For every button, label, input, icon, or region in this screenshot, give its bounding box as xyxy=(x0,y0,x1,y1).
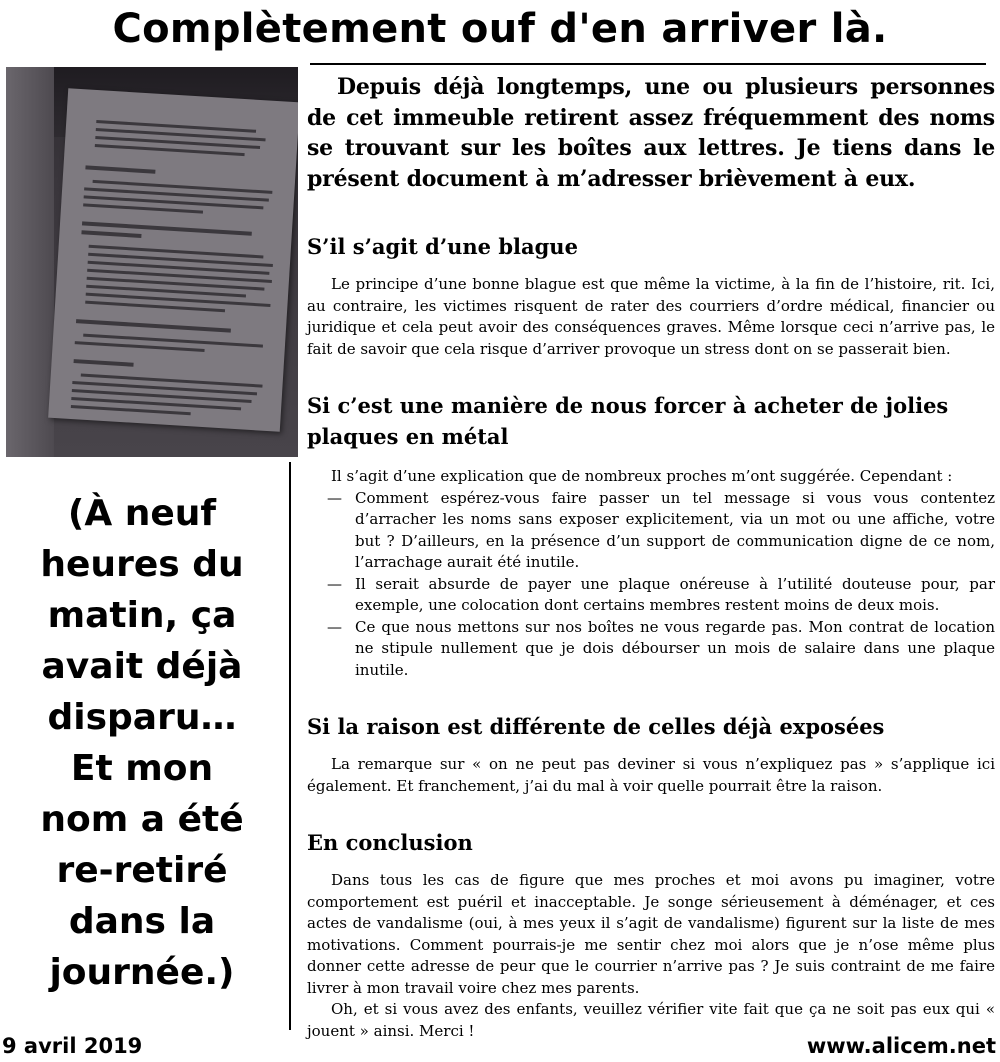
section-heading: En conclusion xyxy=(307,830,473,855)
section-paragraph: Dans tous les cas de figure que mes proches et moi avons pu imaginer, votre comportement est puéril et inacceptable. Je songe sérieusement à déménager, et ces actes de vandalisme (oui, à mes yeux il s’agit de vandalisme) figurent sur la liste de mes motivations. Comment pourrais-je me sentir chez moi alors que je n’ose même plus donner cette adresse de peur que le courrier n’arrive pas ? Je suis contraint de me faire livrer à mon travail voire chez mes parents. xyxy=(307,871,995,997)
section-conclusion xyxy=(307,827,995,1042)
section-heading: Si la raison est différente de celles déjà exposées xyxy=(307,714,885,739)
section-paragraph: Oh, et si vous avez des enfants, veuillez vérifier vite fait que ça ne soit pas eux qui « jouent » ainsi. Merci ! xyxy=(307,1000,995,1040)
dash-bullet: — xyxy=(327,617,342,636)
posted-letter-photo xyxy=(6,67,298,457)
section-paragraph: Le principe d’une bonne blague est que même la victime, à la fin de l’histoire, rit. Ici, au contraire, les victimes risquent de rater des courriers d’ordre médical, financier ou juridique et cela peut avoir des conséquences graves. Même lorsque ceci n’arrive pas, le fait de savoir que cela risque d’arriver provoque un stress dont on se passerait bien. xyxy=(307,275,995,358)
section-heading: Si c’est une manière de nous forcer à acheter de jolies plaques en métal xyxy=(307,393,949,449)
section-heading: S’il s’agit d’une blague xyxy=(307,234,578,259)
footer-date: 9 avril 2019 xyxy=(2,1034,143,1058)
section-blague xyxy=(307,231,995,360)
dash-bullet: — xyxy=(327,488,342,507)
list-item xyxy=(307,488,995,574)
main-content xyxy=(307,72,995,1042)
section-paragraph: La remarque sur « on ne peut pas deviner si vous n’expliquez pas » s’applique ici également. Et franchement, j’ai du mal à voir quelle pourrait être la raison. xyxy=(307,755,995,795)
section-lead: Il s’agit d’une explication que de nombreux proches m’ont suggérée. Cependant : xyxy=(331,467,953,485)
footer-website-link[interactable]: www.alicem.net xyxy=(806,1034,996,1058)
intro-paragraph: Depuis déjà longtemps, une ou plusieurs personnes de cet immeuble retirent assez fréquemment des noms se trouvant sur les boîtes aux lettres. Je tiens dans le présent document à m’adresser brièvement à eux. xyxy=(307,74,995,192)
section-plaques xyxy=(307,390,995,681)
list-item xyxy=(307,574,995,617)
section-raison xyxy=(307,711,995,797)
dash-bullet: — xyxy=(327,574,342,593)
letter-sheet-image xyxy=(48,88,298,432)
list-item-text: Comment espérez-vous faire passer un tel message si vous vous contentez d’arracher les noms sans exposer explicitement, via un mot ou une affiche, votre but ? D’ailleurs, en la présence d’un support de communication digne de ce nom, l’arrachage aurait été inutile. xyxy=(355,488,995,571)
column-divider xyxy=(289,462,291,1030)
list-item xyxy=(307,617,995,682)
sidebar-quote: (À neuf heures du matin, ça avait déjà disparu… Et mon nom a été re-retiré dans la journée.) xyxy=(40,493,244,993)
page-title: Complètement ouf d'en arriver là. xyxy=(112,6,888,52)
list-item-text: Il serait absurde de payer une plaque onéreuse à l’utilité douteuse pour, par exemple, une colocation dont certains membres restent moins de deux mois. xyxy=(355,574,995,614)
title-rule xyxy=(310,63,986,65)
list-item-text: Ce que nous mettons sur nos boîtes ne vous regarde pas. Mon contrat de location ne stipule nullement que je dois débourser un mois de salaire dans une plaque inutile. xyxy=(355,617,995,679)
